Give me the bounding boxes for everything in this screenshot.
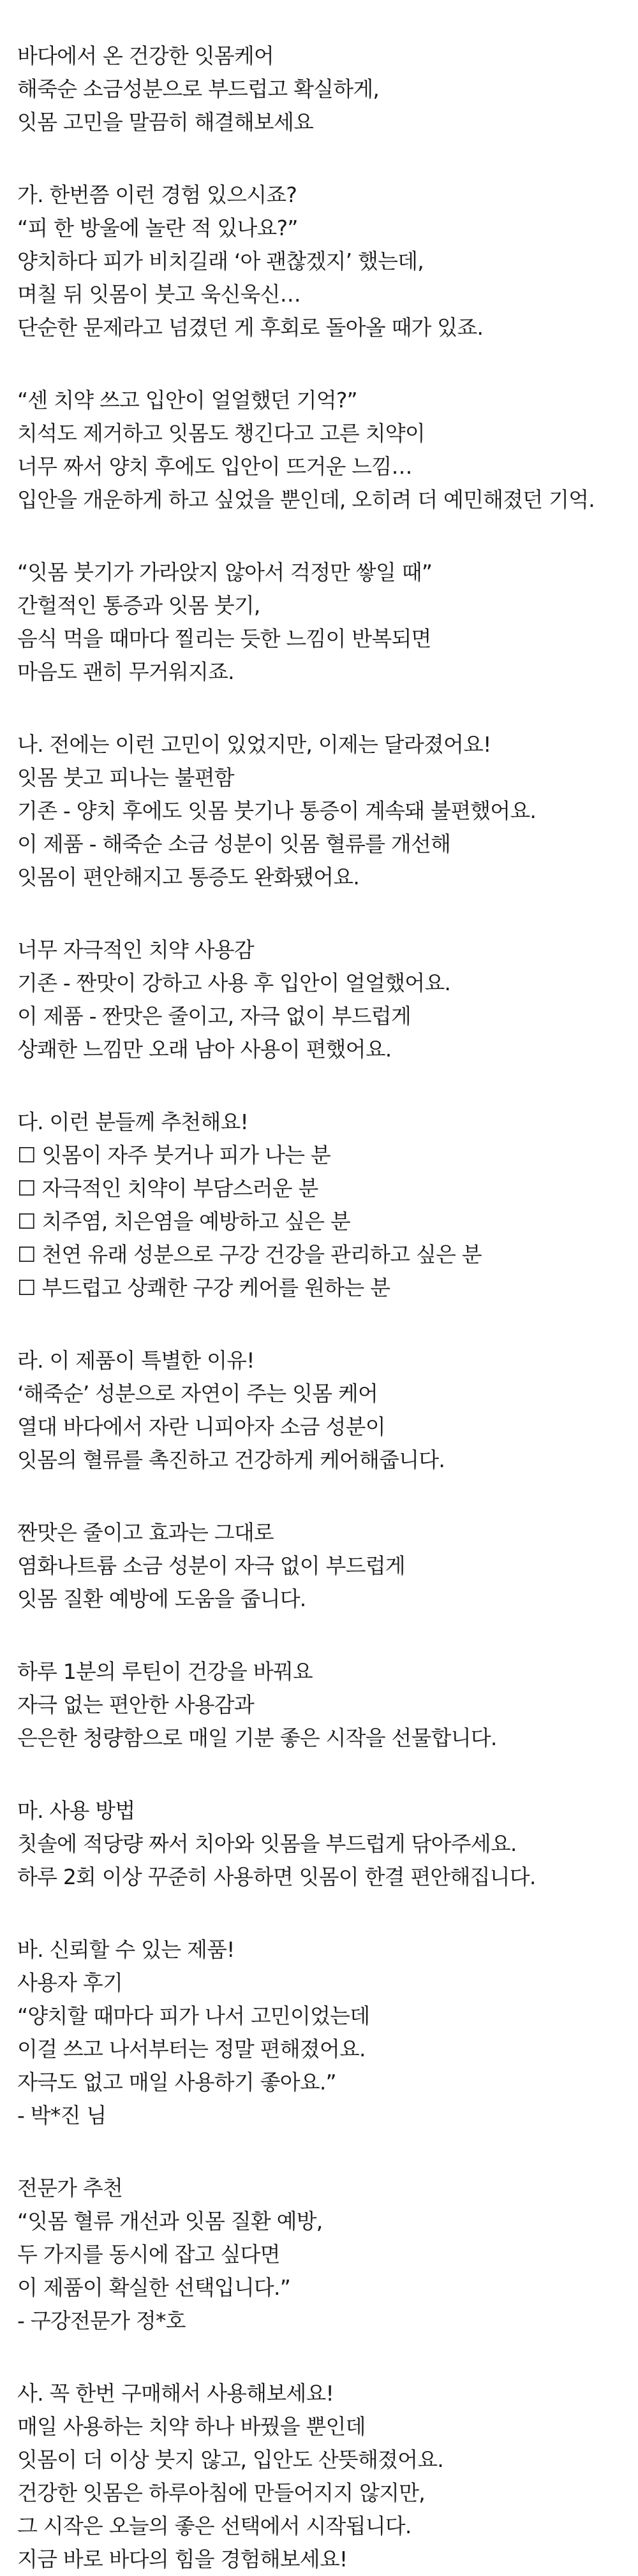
paragraph-text-line: 기존 - 짠맛이 강하고 사용 후 입안이 얼얼했어요. bbox=[17, 970, 451, 995]
paragraph-text-line: 이 제품 - 해죽순 소금 성분이 잇몸 혈류를 개선해 bbox=[17, 831, 451, 856]
paragraph-text-line: ☐ 치주염, 치은염을 예방하고 싶은 분 bbox=[17, 1209, 351, 1234]
paragraph-text-line: 건강한 잇몸은 하루아침에 만들어지지 않지만, bbox=[17, 2480, 425, 2505]
paragraph-heading-line: 나. 전에는 이런 고민이 있었지만, 이제는 달라졌어요! bbox=[17, 732, 491, 757]
paragraph-heading-line: 다. 이런 분들께 추천해요! bbox=[17, 1109, 248, 1134]
paragraph-text-line: 염화나트륨 소금 성분이 자극 없이 부드럽게 bbox=[17, 1553, 405, 1578]
paragraph-heading-line: 라. 이 제품이 특별한 이유! bbox=[17, 1348, 255, 1373]
paragraph-text-line: 두 가지를 동시에 잡고 싶다면 bbox=[17, 2242, 280, 2267]
paragraph-heading-line: “잇몸 붓기가 가라앉지 않아서 걱정만 쌓일 때” bbox=[17, 560, 433, 585]
paragraph-text-line: 잇몸 고민을 말끔히 해결해보세요 bbox=[17, 110, 314, 135]
paragraph-section-ra bbox=[17, 1344, 638, 1477]
paragraph-ra-2 bbox=[17, 1516, 638, 1616]
paragraph-text-line: 양치하다 피가 비치길래 ‘아 괜찮겠지’ 했는데, bbox=[17, 249, 424, 274]
paragraph-text-line: 상쾌한 느낌만 오래 남아 사용이 편했어요. bbox=[17, 1037, 392, 1062]
paragraph-section-ma bbox=[17, 1794, 638, 1894]
paragraph-text-line: ☐ 잇몸이 자주 붓거나 피가 나는 분 bbox=[17, 1143, 330, 1167]
document-body bbox=[17, 40, 638, 2576]
paragraph-text-line: 하루 2회 이상 꾸준히 사용하면 잇몸이 한결 편안해집니다. bbox=[17, 1864, 536, 1889]
paragraph-text-line: 간헐적인 통증과 잇몸 붓기, bbox=[17, 593, 260, 618]
paragraph-section-ba bbox=[17, 1933, 638, 2132]
paragraph-heading-line: 바. 신뢰할 수 있는 제품! bbox=[17, 1937, 235, 1962]
paragraph-ga-3 bbox=[17, 556, 638, 689]
paragraph-text-line: 열대 바다에서 자란 니피아자 소금 성분이 bbox=[17, 1414, 385, 1439]
paragraph-text-line: 잇몸의 혈류를 촉진하고 건강하게 케어해줍니다. bbox=[17, 1447, 445, 1472]
paragraph-ga-2 bbox=[17, 384, 638, 516]
paragraph-text-line: 지금 바로 바다의 힘을 경험해보세요! bbox=[17, 2547, 348, 2572]
paragraph-text-line: - 박*진 님 bbox=[17, 2103, 107, 2128]
paragraph-text-line: 잇몸이 편안해지고 통증도 완화됐어요. bbox=[17, 865, 360, 889]
paragraph-text-line: ☐ 천연 유래 성분으로 구강 건강을 관리하고 싶은 분 bbox=[17, 1242, 482, 1267]
paragraph-text-line: 너무 짜서 양치 후에도 입안이 뜨거운 느낌… bbox=[17, 454, 412, 479]
paragraph-text-line: 며칠 뒤 잇몸이 붓고 욱신욱신… bbox=[17, 282, 300, 307]
paragraph-text-line: 잇몸 질환 예방에 도움을 줍니다. bbox=[17, 1586, 306, 1611]
paragraph-text-line: 자극도 없고 매일 사용하기 좋아요.” bbox=[17, 2070, 336, 2095]
paragraph-text-line: ☐ 부드럽고 상쾌한 구강 케어를 원하는 분 bbox=[17, 1275, 390, 1300]
paragraph-text-line: 이걸 쓰고 나서부터는 정말 편해졌어요. bbox=[17, 2037, 366, 2061]
paragraph-text-line: 그 시작은 오늘의 좋은 선택에서 시작됩니다. bbox=[17, 2514, 412, 2538]
paragraph-heading-line: 하루 1분의 루틴이 건강을 바꿔요 bbox=[17, 1659, 313, 1684]
paragraph-section-ga bbox=[17, 179, 638, 344]
paragraph-section-da bbox=[17, 1106, 638, 1305]
paragraph-ra-3 bbox=[17, 1655, 638, 1755]
paragraph-text-line: 잇몸이 더 이상 붓지 않고, 입안도 산뜻해졌어요. bbox=[17, 2447, 444, 2472]
paragraph-heading-line: 바다에서 온 건강한 잇몸케어 bbox=[17, 43, 274, 68]
paragraph-intro bbox=[17, 40, 638, 139]
paragraph-text-line: - 구강전문가 정*호 bbox=[17, 2308, 186, 2333]
paragraph-text-line: 마음도 괜히 무거워지죠. bbox=[17, 659, 234, 684]
paragraph-heading-line: 전문가 추천 bbox=[17, 2176, 123, 2200]
paragraph-heading-line: 짠맛은 줄이고 효과는 그대로 bbox=[17, 1520, 274, 1545]
paragraph-text-line: ‘해죽순’ 성분으로 자연이 주는 잇몸 케어 bbox=[17, 1381, 378, 1406]
paragraph-text-line: 매일 사용하는 치약 하나 바꿨을 뿐인데 bbox=[17, 2414, 366, 2439]
paragraph-text-line: 잇몸 붓고 피나는 불편함 bbox=[17, 765, 234, 790]
paragraph-text-line: 이 제품 - 짠맛은 줄이고, 자극 없이 부드럽게 bbox=[17, 1004, 411, 1028]
paragraph-text-line: “양치할 때마다 피가 나서 고민이었는데 bbox=[17, 2003, 370, 2028]
paragraph-heading-line: 마. 사용 방법 bbox=[17, 1798, 135, 1823]
paragraph-text-line: 치석도 제거하고 잇몸도 챙긴다고 고른 치약이 bbox=[17, 421, 425, 446]
paragraph-text-line: 기존 - 양치 후에도 잇몸 붓기나 통증이 계속돼 불편했어요. bbox=[17, 798, 537, 823]
paragraph-text-line: 자극 없는 편안한 사용감과 bbox=[17, 1692, 254, 1717]
paragraph-text-line: “피 한 방울에 놀란 적 있나요?” bbox=[17, 216, 298, 240]
paragraph-heading-line: 가. 한번쯤 이런 경험 있으시죠? bbox=[17, 182, 297, 207]
paragraph-text-line: 음식 먹을 때마다 찔리는 듯한 느낌이 반복되면 bbox=[17, 626, 431, 651]
paragraph-heading-line: 사. 꼭 한번 구매해서 사용해보세요! bbox=[17, 2381, 334, 2406]
paragraph-heading-line: 너무 자극적인 치약 사용감 bbox=[17, 937, 254, 962]
paragraph-text-line: “잇몸 혈류 개선과 잇몸 질환 예방, bbox=[17, 2209, 323, 2234]
paragraph-na-2 bbox=[17, 933, 638, 1066]
paragraph-text-line: 칫솔에 적당량 짜서 치아와 잇몸을 부드럽게 닦아주세요. bbox=[17, 1831, 517, 1856]
paragraph-text-line: 해죽순 소금성분으로 부드럽고 확실하게, bbox=[17, 77, 380, 101]
paragraph-text-line: 이 제품이 확실한 선택입니다.” bbox=[17, 2275, 290, 2300]
paragraph-heading-line: “센 치약 쓰고 입안이 얼얼했던 기억?” bbox=[17, 388, 357, 413]
paragraph-text-line: 사용자 후기 bbox=[17, 1970, 123, 1995]
paragraph-section-sa bbox=[17, 2377, 638, 2576]
paragraph-section-na bbox=[17, 728, 638, 894]
paragraph-ba-2 bbox=[17, 2172, 638, 2338]
paragraph-text-line: 단순한 문제라고 넘겼던 게 후회로 돌아올 때가 있죠. bbox=[17, 315, 484, 340]
paragraph-text-line: 은은한 청량함으로 매일 기분 좋은 시작을 선물합니다. bbox=[17, 1725, 497, 1750]
paragraph-text-line: 입안을 개운하게 하고 싶었을 뿐인데, 오히려 더 예민해졌던 기억. bbox=[17, 487, 595, 512]
paragraph-text-line: ☐ 자극적인 치약이 부담스러운 분 bbox=[17, 1176, 318, 1201]
